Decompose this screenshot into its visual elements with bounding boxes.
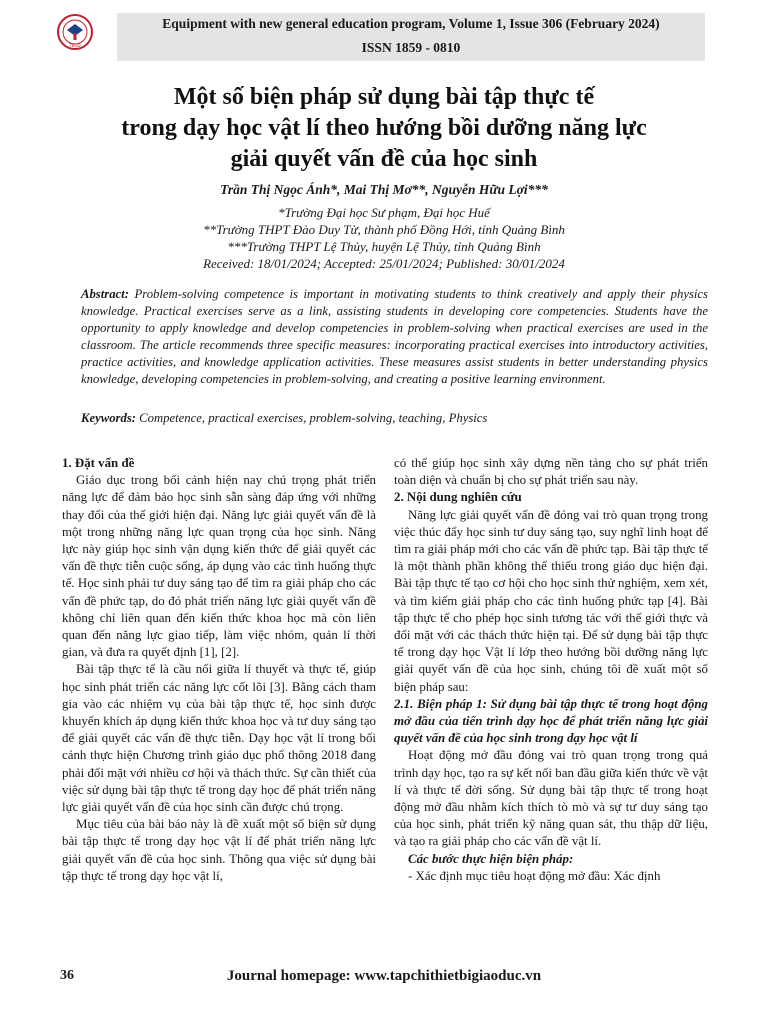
article-title-line-3: giải quyết vấn đề của học sinh (230, 146, 538, 172)
journal-info: Equipment with new general education program, Volume 1, Issue 306 (February 2024) (162, 16, 660, 31)
steps-label: Các bước thực hiện biện pháp: (408, 851, 574, 866)
paragraph: Giáo dục trong bối cảnh hiện nay chú trọng phát triển năng lực để đảm bảo học sinh sẵn sàng đáp ứng với những thay đổi của thế giới hiện đại. Năng lực giải quyết vấn đề là một trong những năng lực quan trọng của học sinh. Năng lực này giúp học sinh vận dụng kiến thức để giải quyết các vấn đề thực tiễn cuộc sống, áp dụng vào các tình huống thực tế. Học sinh phải tư duy sáng tạo để tìm ra giải pháp cho các vấn đề phức tạp, do đó phát triển năng lực giải quyết vấn đề không chỉ liên quan đến kiến thức khoa học mà còn liên quan đến năng lực giao tiếp, làm việc nhóm, quản lí thời gian, và đưa ra quyết định [1], [2]. (62, 473, 376, 660)
journal-header (117, 13, 705, 61)
keywords-label: Keywords: (81, 411, 136, 425)
paragraph: Hoạt động mở đầu đóng vai trò quan trọng trong quá trình dạy học, tạo ra sự kết nối ban đầu giữa kiến thức về vật lí và thực tế đời sống. Sử dụng bài tập thực tế trong hoạt động mở đầu nhằm kích thích tò mò và sự tư duy sáng tạo của học sinh, phát triển kỹ năng quan sát, thu thập dữ liệu, và tạo ra giải pháp cho các vấn đề vật lí. (394, 748, 708, 849)
paragraph: Năng lực giải quyết vấn đề đóng vai trò quan trọng trong việc thúc đẩy học sinh tư duy sáng tạo, suy nghĩ linh hoạt để tìm ra giải pháp mới cho các vấn đề phức tạp. Bài tập thực tế là một thành phần không thể thiếu trong giáo dục hiện đại. Bài tập thực tế tạo cơ hội cho học sinh thử nghiệm, xem xét, và tìm kiếm giải pháp cho các tình huống phức tạp [4]. Bài tập thực tế cho phép học sinh tương tác với thế giới thực và đối mặt với các thách thức hiện tại. Để sử dụng bài tập thực tế trong dạy học Vật lí lớp theo hướng bồi dưỡng năng lực giải quyết vấn đề của học sinh, chúng tôi đề xuất một số biện pháp sau: (394, 507, 708, 694)
article-title-line-2: trong dạy học vật lí theo hướng bồi dưỡng năng lực (121, 115, 647, 141)
abstract-text: Problem-solving competence is important in motivating students to think creatively and apply their physics knowledge. Practical exercises serve as a link, assisting students in developing core competencies. Students have the opportunity to apply knowledge and develop competencies in problem-solving when practical exercises are used in the classroom. The article recommends three specific measures: incorporating practical exercises into introductory activities, practice activities, and knowledge application activities. These measures assist students in better understanding physics knowledge, developing competencies in problem-solving, and creating a positive learning environment. (81, 287, 708, 386)
bullet-item: - Xác định mục tiêu hoạt động mở đầu: Xác định (408, 868, 661, 883)
section-1-heading: 1. Đặt vấn đề (62, 456, 135, 470)
svg-text:TBGD: TBGD (69, 43, 81, 48)
right-column (394, 455, 708, 885)
journal-homepage: Journal homepage: www.tapchithietbigiaoduc.vn (226, 968, 542, 984)
publication-dates: Received: 18/01/2024; Accepted: 25/01/2024; Published: 30/01/2024 (203, 256, 565, 271)
journal-logo (57, 14, 93, 50)
subsection-2-1-heading: 2.1. Biện pháp 1: Sử dụng bài tập thực tế trong hoạt động mở đầu của tiến trình dạy học để phát triển năng lực giải quyết vấn đề của học sinh trong dạy học vật lí (394, 696, 708, 746)
affiliation-1: *Trường Đại học Sư phạm, Đại học Huế (278, 205, 490, 220)
keywords (81, 410, 708, 427)
abstract (81, 286, 708, 388)
left-column (62, 455, 376, 885)
authors: Trần Thị Ngọc Ánh*, Mai Thị Mơ**, Nguyễn Hữu Lợi*** (220, 182, 548, 197)
abstract-label: Abstract: (81, 287, 129, 301)
page-number: 36 (60, 968, 74, 983)
affiliation-3: ***Trường THPT Lệ Thủy, huyện Lệ Thủy, tỉnh Quảng Bình (227, 239, 541, 254)
paragraph: Mục tiêu của bài báo này là đề xuất một số biện sử dụng bài tập thực tế trong dạy học vật lí để phát triển năng lực giải quyết vấn đề của học sinh. Thông qua việc sử dụng bài tập thực tế trong dạy học vật lí, (62, 817, 376, 883)
issn: ISSN 1859 - 0810 (361, 40, 461, 55)
paragraph: Bài tập thực tế là cầu nối giữa lí thuyết và thực tế, giúp học sinh phát triển các năng lực cốt lõi [3]. Bằng cách tham gia vào các nhiệm vụ của bài tập thực tế, học sinh được khuyến khích áp dụng kiến thức khoa học và tư duy sáng tạo để giải quyết các vấn đề thực tiễn. Dạy học vật lí trong bối cảnh thực hiện Chương trình giáo dục phổ thông 2018 đang phải đối mặt với nhiều cơ hội và thách thức. Sự cần thiết của việc sử dụng bài tập thực tế trong dạy học để phát triển năng lực giải quyết vấn đề của học sinh cần được chú trọng. (62, 662, 376, 815)
section-2-heading: 2. Nội dung nghiên cứu (394, 490, 522, 505)
paragraph-continuation: có thể giúp học sinh xây dựng nền tảng cho sự phát triển toàn diện và chuẩn bị cho sự phát triển sau này. (394, 456, 708, 488)
keywords-text: Competence, practical exercises, problem-solving, teaching, Physics (135, 411, 488, 425)
affiliation-2: **Trường THPT Đào Duy Từ, thành phố Đồng Hới, tỉnh Quảng Bình (203, 222, 565, 237)
article-title-line-1: Một số biện pháp sử dụng bài tập thực tế (173, 84, 595, 110)
